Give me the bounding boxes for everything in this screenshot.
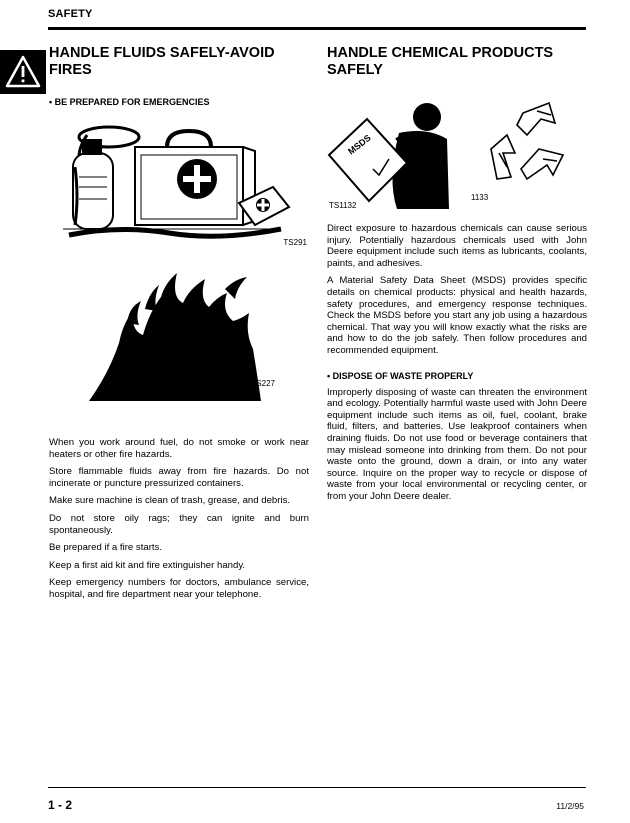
paragraph: A Material Safety Data Sheet (MSDS) provides specific details on chemical products: physical and health hazards, safety procedures, and emergency response techniques. Check the MSDS before you start any job using a hazardous chemical. That way you will know exactly what the risks are and how to do the job safely. Then follow procedures and recommended equipment. xyxy=(327,275,587,356)
paragraph: Keep emergency numbers for doctors, ambulance service, hospital, and fire department near your telephone. xyxy=(49,577,309,600)
page-number: 1 - 2 xyxy=(48,798,73,812)
msds-person-icon xyxy=(329,103,449,209)
warning-tab xyxy=(0,50,46,94)
paragraph: Make sure machine is clean of trash, grease, and debris. xyxy=(49,495,291,507)
left-heading: HANDLE FLUIDS SAFELY-AVOID FIRES xyxy=(49,45,275,78)
top-rule xyxy=(48,27,586,30)
warning-triangle-icon xyxy=(5,55,41,89)
first-aid-book-icon xyxy=(239,187,289,225)
figure-code-ts227: TS227 xyxy=(251,379,275,388)
emergency-figure xyxy=(49,117,309,249)
chemical-figure xyxy=(327,89,587,217)
first-aid-kit-icon xyxy=(135,131,255,225)
revision-date: 11/2/95 xyxy=(556,801,584,811)
figure-code-ts291: TS291 xyxy=(283,238,307,247)
paragraph: Do not store oily rags; they can ignite and burn spontaneously. xyxy=(49,512,309,536)
msds-label: MSDS xyxy=(346,132,373,157)
flame-figure xyxy=(49,253,309,433)
paragraph: Improperly disposing of waste can threaten the environment and ecology. Potentially harmful waste used with John Deere equipment include such items as oil, fuel, coolant, brake fluid, filters, and batteries. Use leakproof containers when draining fluids. Do not use food or beverage containers that may mislead someone into drinking from them. Do not pour waste onto the ground, down a drain, or into any water source. Inquire on the proper way to recycle or dispose of waste from your local environmental or recycling center, or from your John Deere dealer. xyxy=(327,386,587,502)
paragraph: Be prepared if a fire starts. xyxy=(49,542,163,554)
paragraph: Keep a first aid kit and fire extinguisher handy. xyxy=(49,559,246,571)
left-column xyxy=(49,45,309,607)
flame-icon xyxy=(49,253,309,423)
right-column xyxy=(327,45,587,508)
section-label: SAFETY xyxy=(48,8,93,20)
figure-code-ts1132: TS1132 xyxy=(329,201,357,210)
right-subheading: • DISPOSE OF WASTE PROPERLY xyxy=(327,370,474,381)
left-subheading: • BE PREPARED FOR EMERGENCIES xyxy=(49,97,210,107)
paragraph: Direct exposure to hazardous chemicals can cause serious injury. Potentially hazardous chemicals used with John Deere equipment include such items as lubricants, coolants, paints, and adhesives. xyxy=(327,223,587,269)
paragraph: Store flammable fluids away from fire hazards. Do not incinerate or puncture pressurized containers. xyxy=(49,466,309,489)
figure-code-1133: 1133 xyxy=(471,193,489,202)
recycle-icon xyxy=(491,103,563,179)
bottom-rule xyxy=(48,787,586,788)
fire-extinguisher-icon xyxy=(73,127,139,229)
right-heading: HANDLE CHEMICAL PRODUCTS SAFELY xyxy=(327,45,554,78)
paragraph: When you work around fuel, do not smoke or work near heaters or other fire hazards. xyxy=(49,437,309,460)
ground-hatch xyxy=(63,229,281,236)
left-paragraphs xyxy=(49,437,309,601)
right-paragraphs xyxy=(327,223,587,357)
